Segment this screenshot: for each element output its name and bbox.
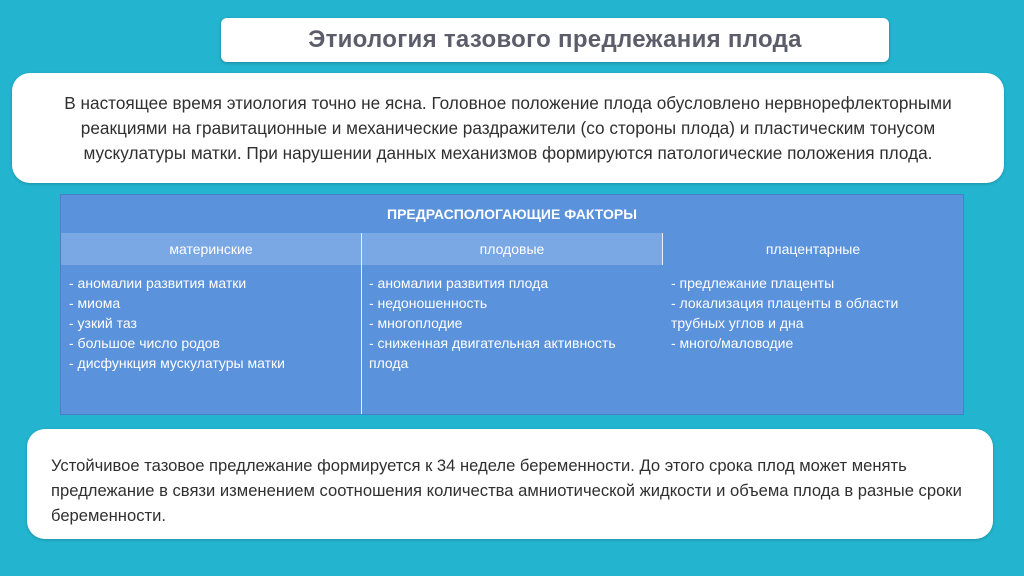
column-divider bbox=[662, 233, 663, 265]
fetal-factors-list bbox=[369, 273, 619, 373]
list-item: - узкий таз bbox=[69, 315, 137, 331]
list-item: - аномалии развития плода bbox=[369, 275, 549, 291]
conclusion-text: Устойчивое тазовое предлежание формируется к 34 неделе беременности. До этого срока плод может менять предлежание в связи изменением соотношения количества амниотической жидкости и объема плода в разные сроки беременности. bbox=[51, 456, 962, 525]
list-item: - сниженная двигательная активность плода bbox=[369, 335, 616, 371]
factors-table bbox=[60, 194, 964, 415]
list-item: - предлежание плаценты bbox=[671, 275, 835, 291]
intro-box bbox=[12, 73, 1004, 183]
intro-text: В настоящее время этиология точно не ясна. Головное положение плода обусловлено нервнорефлекторными реакциями на гравитационные и механические раздражители (со стороны плода) и пластическим тонусом мускулатуры матки. При нарушении данных механизмов формируются патологические положения плода. bbox=[64, 92, 952, 163]
maternal-factors-list bbox=[69, 273, 359, 373]
column-header-maternal: материнские bbox=[61, 233, 361, 265]
placental-factors-list bbox=[671, 273, 956, 353]
title-box bbox=[221, 18, 889, 62]
list-item: - аномалии развития матки bbox=[69, 275, 247, 291]
column-header-placental: плацентарные bbox=[765, 241, 861, 257]
list-item: - локализация плаценты в области трубных углов и дна bbox=[671, 295, 899, 331]
list-item: - дисфункция мускулатуры матки bbox=[69, 355, 285, 371]
column-divider bbox=[361, 233, 362, 414]
list-item: - недоношенность bbox=[369, 295, 488, 311]
column-header-fetal: плодовые bbox=[362, 233, 662, 265]
list-item: - много/маловодие bbox=[671, 335, 794, 351]
factors-header: ПРЕДРАСПОЛОГАЮЩИЕ ФАКТОРЫ bbox=[387, 206, 637, 222]
list-item: - миома bbox=[69, 295, 121, 311]
conclusion-box bbox=[27, 429, 993, 539]
list-item: - большое число родов bbox=[69, 335, 220, 351]
list-item: - многоплодие bbox=[369, 315, 463, 331]
slide-title: Этиология тазового предлежания плода bbox=[308, 26, 802, 53]
